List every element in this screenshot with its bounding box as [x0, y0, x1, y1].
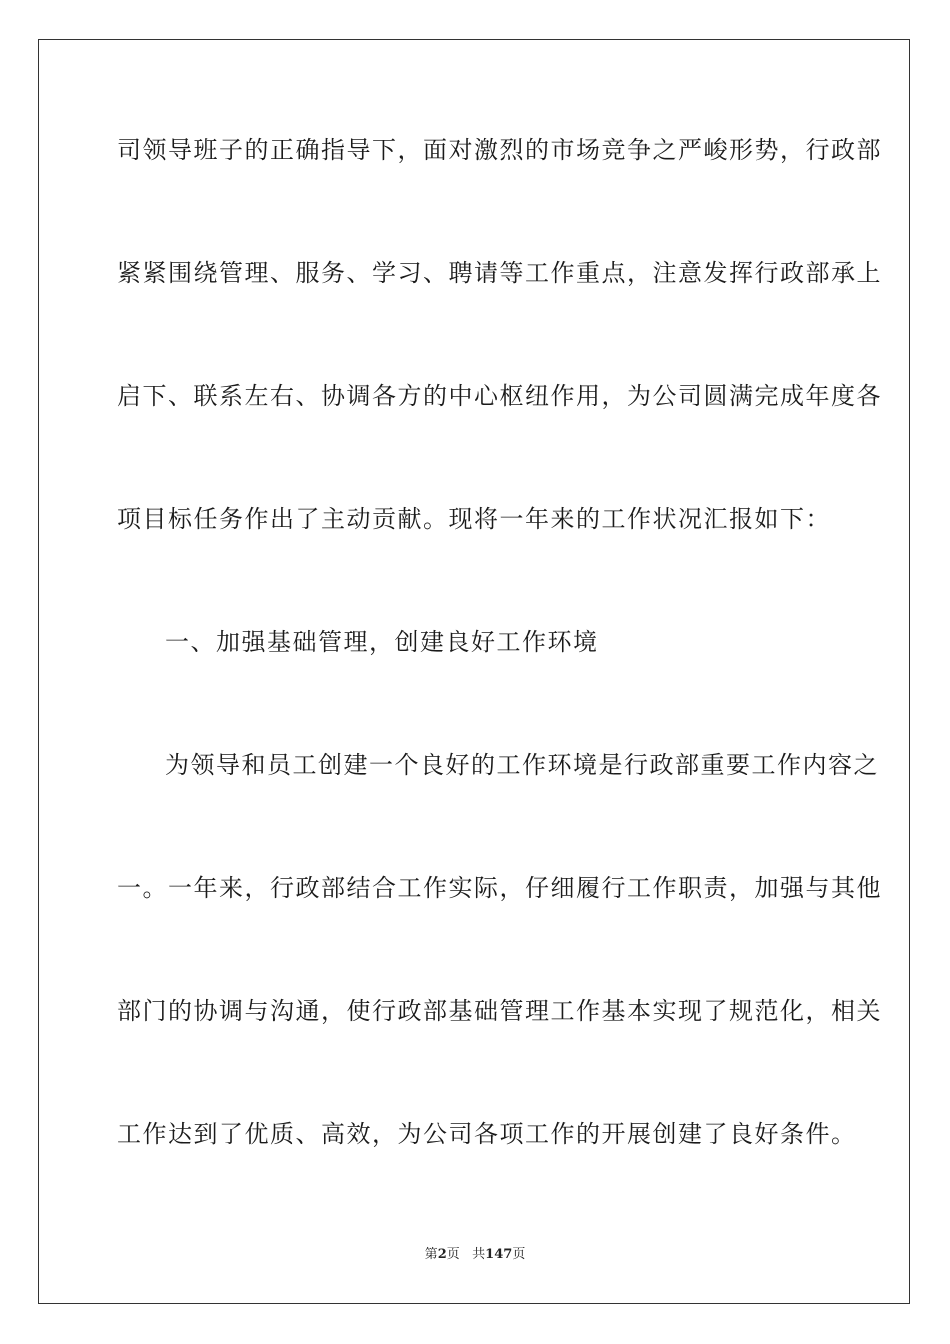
page-suffix: 页: [446, 1247, 460, 1262]
body-line-9: 工作达到了优质、高效，为公司各项工作的开展创建了良好条件。: [117, 1120, 857, 1148]
total-suffix: 页: [512, 1247, 526, 1262]
body-line-2: 紧紧围绕管理、服务、学习、聘请等工作重点，注意发挥行政部承上: [117, 259, 882, 287]
body-line-3: 启下、联系左右、协调各方的中心枢纽作用，为公司圆满完成年度各: [117, 382, 882, 410]
body-line-6: 为领导和员工创建一个良好的工作环境是行政部重要工作内容之: [165, 751, 879, 779]
body-line-4: 项目标任务作出了主动贡献。现将一年来的工作状况汇报如下：: [117, 505, 831, 533]
body-line-1: 司领导班子的正确指导下，面对激烈的市场竞争之严峻形势，行政部: [117, 136, 882, 164]
section-heading: 一、加强基础管理，创建良好工作环境: [165, 628, 599, 656]
page-border: [38, 39, 910, 1304]
page-number: 2: [437, 1247, 447, 1262]
total-prefix: 共: [472, 1247, 486, 1262]
page-prefix: 第: [424, 1247, 438, 1262]
body-line-7: 一。一年来，行政部结合工作实际，仔细履行工作职责，加强与其他: [117, 874, 882, 902]
page-footer: [0, 1247, 950, 1263]
body-line-8: 部门的协调与沟通，使行政部基础管理工作基本实现了规范化，相关: [117, 997, 882, 1025]
total-pages: 147: [485, 1247, 513, 1262]
